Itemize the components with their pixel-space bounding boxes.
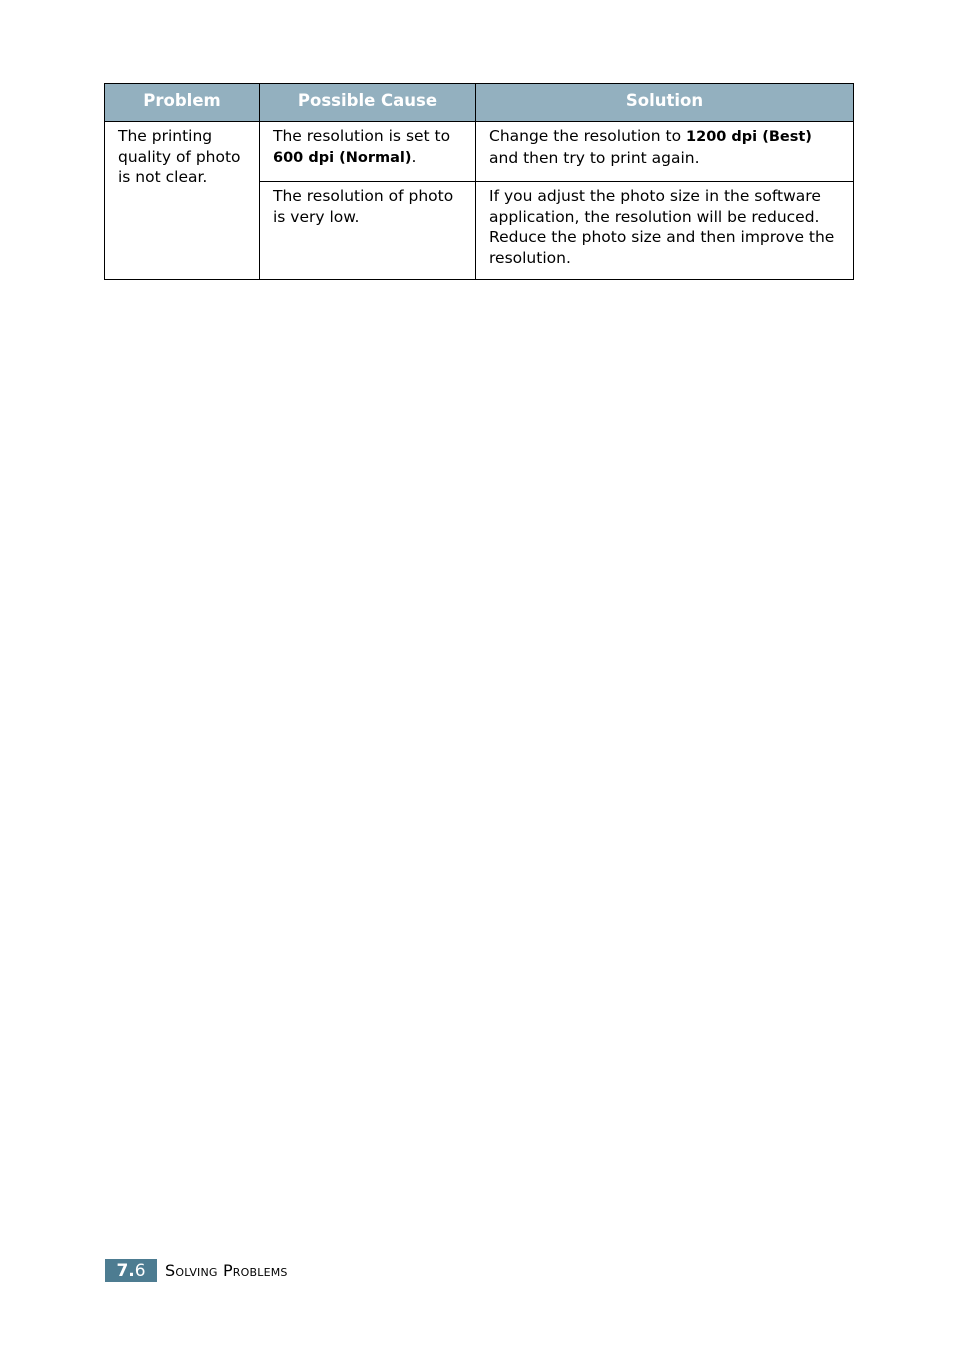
resolution-setting-normal: 600 dpi (Normal) — [273, 149, 412, 166]
solution-suffix: and then try to print again. — [489, 148, 700, 167]
table-header-row — [105, 84, 854, 122]
cause-suffix: . — [411, 147, 417, 166]
troubleshooting-table — [104, 83, 854, 280]
cause-text: The resolution is set to — [273, 127, 451, 145]
table-row — [105, 122, 854, 182]
page-number-badge — [105, 1259, 157, 1282]
problem-cell: The printing quality of photo is not clear. — [105, 122, 260, 280]
page-number: 6 — [134, 1260, 146, 1281]
header-solution: Solution — [476, 84, 854, 122]
solution-cell — [476, 122, 854, 182]
page-footer — [105, 1259, 288, 1282]
chapter-number: 7. — [116, 1260, 135, 1281]
section-title: Solving Problems — [165, 1261, 288, 1280]
header-possible-cause: Possible Cause — [260, 84, 476, 122]
header-problem: Problem — [105, 84, 260, 122]
solution-cell: If you adjust the photo size in the software application, the resolution will be reduced. Reduce the photo size and then improve the resolution. — [476, 182, 854, 280]
resolution-setting-best: 1200 dpi (Best) — [686, 129, 812, 145]
cause-cell: The resolution of photo is very low. — [260, 182, 476, 280]
cause-cell — [260, 122, 476, 182]
solution-text: Change the resolution to — [489, 127, 682, 145]
